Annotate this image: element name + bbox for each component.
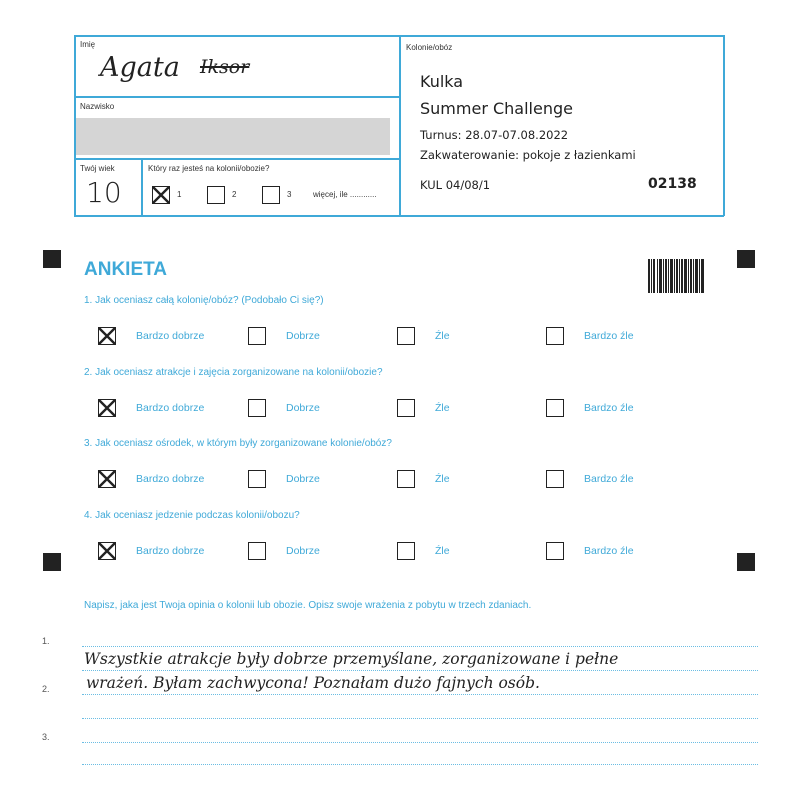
camp-number: 02138 <box>648 176 697 192</box>
opinion-handwriting-line-1: Wszystkie atrakcje były dobrze przemyślane, zorganizowane i pełne <box>84 650 619 668</box>
q3-checkbox-3[interactable] <box>397 470 415 488</box>
question-text: 3. Jak oceniasz ośrodek, w którym były zorganizowane kolonie/obóz? <box>84 438 392 449</box>
registration-marker-top-left <box>43 250 61 268</box>
q2-option-1-label: Bardzo dobrze <box>136 402 205 414</box>
survey-title: ANKIETA <box>84 259 168 280</box>
check-mark-icon <box>97 398 117 418</box>
q2-checkbox-3[interactable] <box>397 399 415 417</box>
q4-option-3-label: Źle <box>435 545 450 557</box>
camp-program: Summer Challenge <box>420 99 573 118</box>
q2-checkbox-2[interactable] <box>248 399 266 417</box>
q3-checkbox-1[interactable] <box>98 470 116 488</box>
q4-option-1-label: Bardzo dobrze <box>136 545 205 557</box>
q3-checkbox-2[interactable] <box>248 470 266 488</box>
camp-turnus: Turnus: 28.07-07.08.2022 <box>420 128 569 142</box>
q2-option-2-label: Dobrze <box>286 402 320 414</box>
times-checkbox-3[interactable] <box>262 186 280 204</box>
times-option-1-label: 1 <box>177 190 182 199</box>
check-mark-icon <box>97 541 117 561</box>
q2-option-3-label: Źle <box>435 402 450 414</box>
writing-line <box>82 646 758 647</box>
q2-checkbox-4[interactable] <box>546 399 564 417</box>
camp-accommodation: Zakwaterowanie: pokoje z łazienkami <box>420 148 636 162</box>
q1-option-3-label: Źle <box>435 330 450 342</box>
q1-option-4-label: Bardzo źle <box>584 330 634 342</box>
q3-option-3-label: Źle <box>435 473 450 485</box>
age-label: Twój wiek <box>80 164 115 173</box>
q1-checkbox-2[interactable] <box>248 327 266 345</box>
writing-line <box>82 718 758 719</box>
registration-marker-bottom-left <box>43 553 61 571</box>
writing-line <box>82 670 758 671</box>
first-name-crossed: Iksor <box>200 56 250 78</box>
check-mark-icon <box>151 185 171 205</box>
q4-checkbox-4[interactable] <box>546 542 564 560</box>
times-label: Który raz jesteś na kolonii/obozie? <box>148 164 270 173</box>
line-number-1: 1. <box>42 636 50 646</box>
frame-right <box>723 35 725 216</box>
q1-checkbox-4[interactable] <box>546 327 564 345</box>
camp-code: KUL 04/08/1 <box>420 178 491 192</box>
q1-checkbox-3[interactable] <box>397 327 415 345</box>
frame-divider-surname <box>74 158 400 160</box>
q1-checkbox-1[interactable] <box>98 327 116 345</box>
times-option-2-label: 2 <box>232 190 237 199</box>
registration-marker-bottom-right <box>737 553 755 571</box>
times-option-3-label: 3 <box>287 190 292 199</box>
opinion-handwriting-line-2: wrażeń. Byłam zachwycona! Poznałam dużo fajnych osób. <box>86 674 540 692</box>
q4-checkbox-2[interactable] <box>248 542 266 560</box>
q4-option-2-label: Dobrze <box>286 545 320 557</box>
writing-line <box>82 742 758 743</box>
barcode-icon <box>648 259 704 293</box>
registration-marker-top-right <box>737 250 755 268</box>
writing-line <box>82 764 758 765</box>
line-number-3: 3. <box>42 732 50 742</box>
line-number-2: 2. <box>42 684 50 694</box>
check-mark-icon <box>97 469 117 489</box>
camp-label: Kolonie/obóz <box>406 43 453 52</box>
writing-line <box>82 694 758 695</box>
times-more-label: więcej, ile ............ <box>313 190 377 199</box>
check-mark-icon <box>97 326 117 346</box>
question-text: 1. Jak oceniasz całą kolonię/obóz? (Podobało Ci się?) <box>84 295 324 306</box>
q3-option-4-label: Bardzo źle <box>584 473 634 485</box>
q4-checkbox-1[interactable] <box>98 542 116 560</box>
times-checkbox-2[interactable] <box>207 186 225 204</box>
opinion-prompt: Napisz, jaka jest Twoja opinia o kolonii lub obozie. Opisz swoje wrażenia z pobytu w trzech zdaniach. <box>84 600 532 611</box>
question-text: 2. Jak oceniasz atrakcje i zajęcia zorganizowane na kolonii/obozie? <box>84 367 383 378</box>
q4-checkbox-3[interactable] <box>397 542 415 560</box>
first-name-label: Imię <box>80 40 96 49</box>
q2-option-4-label: Bardzo źle <box>584 402 634 414</box>
q4-option-4-label: Bardzo źle <box>584 545 634 557</box>
first-name-value: Agata <box>100 52 180 83</box>
times-checkbox-1[interactable] <box>152 186 170 204</box>
last-name-label: Nazwisko <box>80 102 115 111</box>
frame-divider-vertical <box>399 35 401 216</box>
q2-checkbox-1[interactable] <box>98 399 116 417</box>
question-text: 4. Jak oceniasz jedzenie podczas kolonii/obozu? <box>84 510 300 521</box>
q3-option-2-label: Dobrze <box>286 473 320 485</box>
q3-checkbox-4[interactable] <box>546 470 564 488</box>
q1-option-1-label: Bardzo dobrze <box>136 330 205 342</box>
last-name-redaction <box>76 118 390 155</box>
frame-divider-name <box>74 96 400 98</box>
q3-option-1-label: Bardzo dobrze <box>136 473 205 485</box>
age-value: 10 <box>86 176 122 209</box>
q1-option-2-label: Dobrze <box>286 330 320 342</box>
camp-name: Kulka <box>420 72 464 91</box>
frame-divider-age <box>141 158 143 216</box>
